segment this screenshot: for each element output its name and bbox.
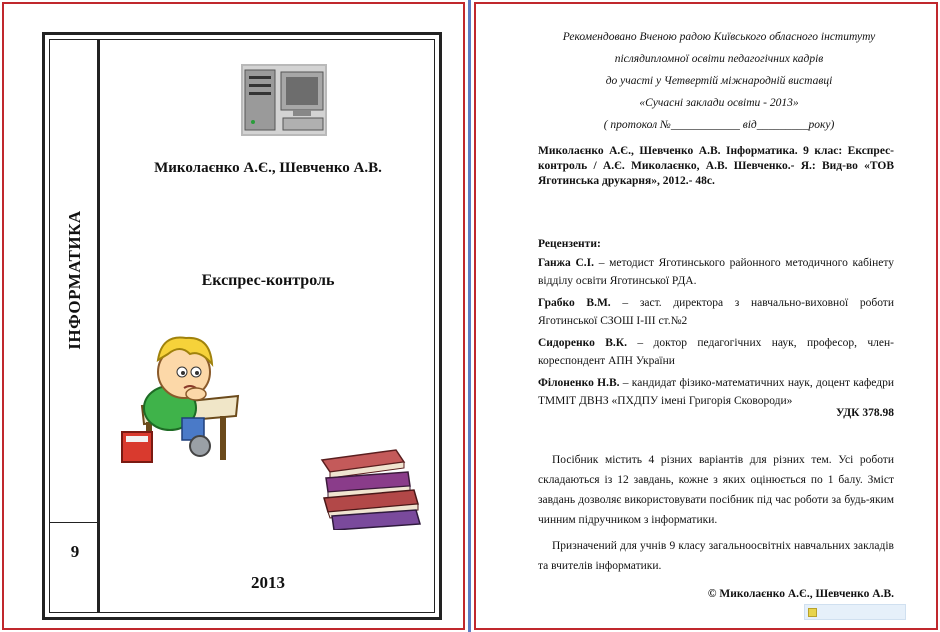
approval-line: «Сучасні заклади освіти - 2013» <box>639 97 799 109</box>
spine-title: ІНФОРМАТИКА <box>65 210 84 350</box>
reviewers-list <box>538 254 894 414</box>
reviewer-entry <box>538 294 894 330</box>
cover-authors: Миколаєнко А.Є., Шевченко А.В. <box>154 160 382 176</box>
cover-spine <box>50 40 100 612</box>
summary-paragraph: Призначений для учнів 9 класу загальноосвітніх навчальних закладів та вчителів інформатики. <box>538 540 894 572</box>
grade-number: 9 <box>70 542 80 561</box>
book-summary <box>538 450 894 582</box>
udk-code: УДК 378.98 <box>835 407 894 419</box>
approval-line: післядипломної освіти педагогічних кадрів <box>614 53 824 65</box>
copyright-line: © Миколаєнко А.Є., Шевченко А.В. <box>707 588 894 600</box>
student-illustration <box>120 320 240 470</box>
books-stack-icon <box>318 446 424 530</box>
reviewer-entry <box>538 334 894 370</box>
approval-line: Рекомендовано Вченою радою Київського обласного інституту <box>562 31 876 43</box>
reviewer-description: – кандидат фізико-математичних наук, доцент кафедри ТММІТ ДВНЗ «ПХДПУ імені Григорія Сковороди» <box>538 377 894 407</box>
reviewer-entry <box>538 374 894 410</box>
reviewers-heading: Рецензенти: <box>538 238 601 250</box>
spine-divider <box>50 522 100 523</box>
reviewer-description: – заст. директора з навчально-виховної роботи Яготинської СЗОШ І-ІІІ ст.№2 <box>538 297 894 327</box>
reviewer-name: Ганжа С.І. <box>538 257 594 269</box>
approval-line: ( протокол №____________ від_________року) <box>603 119 835 131</box>
summary-paragraph: Посібник містить 4 різних варіантів для різних тем. Усі роботи складаються із 12 завдань, кожне з яких оцінюється по 1 балу. Зміст завдань дозволяє використовувати посібник під час роботи за будь-яким чинним підручником з інформатики. <box>538 454 894 526</box>
reviewer-entry <box>538 254 894 290</box>
cover-frame <box>42 32 442 620</box>
page-spine <box>468 0 471 632</box>
comment-marker[interactable] <box>804 604 906 620</box>
computer-icon <box>241 64 327 136</box>
reviewer-name: Філоненко Н.В. <box>538 377 620 389</box>
note-icon <box>808 608 817 617</box>
bibliographic-citation: Миколаєнко А.Є., Шевченко А.В. Інформатика. 9 клас: Експрес-контроль / А.Є. Миколаєнко, А.В. Шевченко.- Я.: Вид-во «ТОВ Яготинська друкарня», 2012.- 48с. <box>538 145 894 187</box>
reviewer-description: – доктор педагогічних наук, професор, член-кореспондент АПН України <box>538 337 895 367</box>
cover-inner-frame <box>49 39 435 613</box>
reviewer-name: Грабко В.М. <box>538 297 611 309</box>
reviewer-description: – методист Яготинського районного методичного кабінету відділу освіти Яготинської РДА. <box>538 257 894 287</box>
cover-page <box>2 2 465 630</box>
cover-title: Експрес-контроль <box>201 272 335 289</box>
cover-year: 2013 <box>251 573 285 592</box>
reviewer-name: Сидоренко В.К. <box>538 337 628 349</box>
approval-line: до участі у Четвертій міжнародній виставці <box>605 75 833 87</box>
imprint-page <box>474 2 938 630</box>
approval-block <box>536 26 902 136</box>
